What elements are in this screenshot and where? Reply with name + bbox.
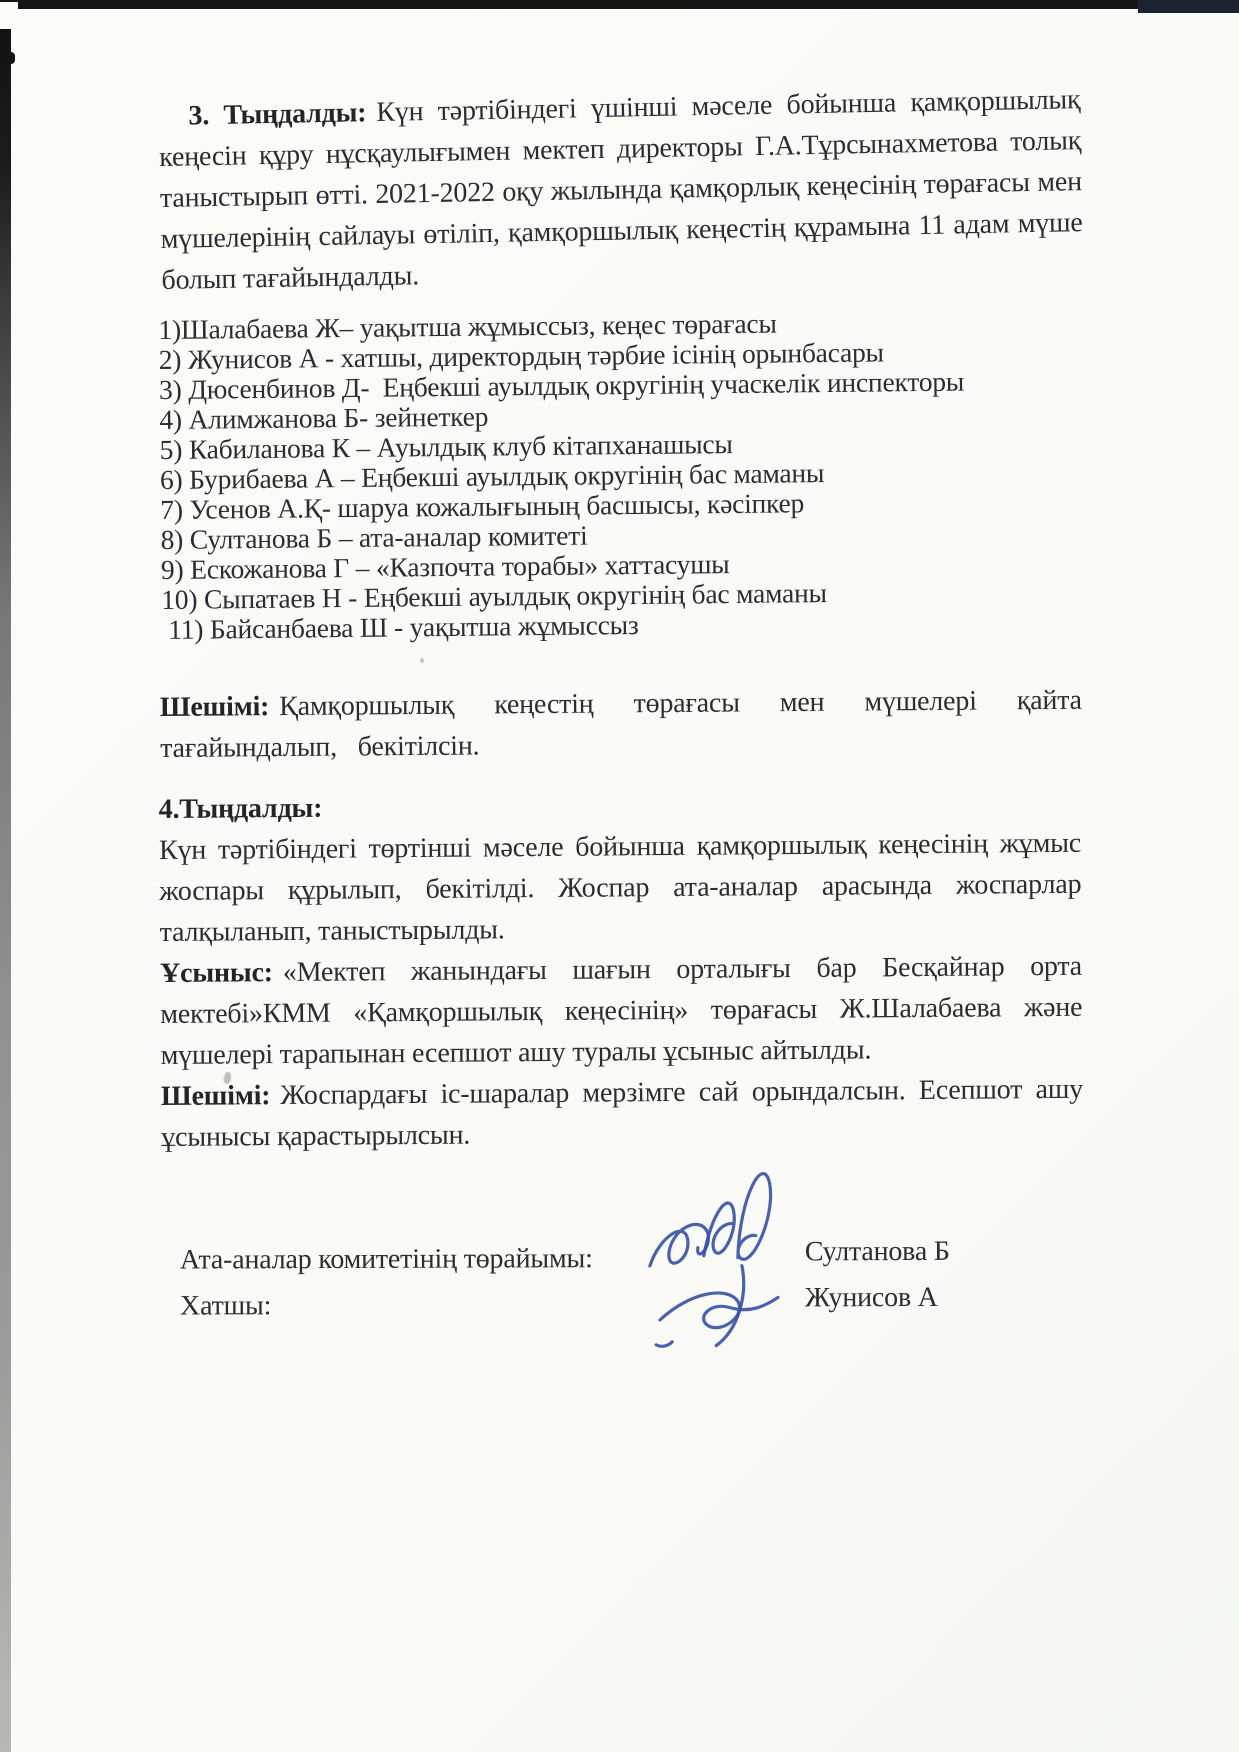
decision3-paragraph: [160, 680, 1083, 769]
decision4-label: Шешімі:: [160, 1080, 271, 1112]
section4-heading: 4.Тыңдалды:: [158, 792, 323, 826]
member-list-item: 9) Ескожанова Г – «Казпочта торабы» хаттасушы: [160, 548, 730, 585]
proposal-text: «Мектеп жанындағы шағын орталығы бар Бесқайнар орта мектебі»КММ «Қамқоршылық кеңесінің» төрағасы Ж.Шалабаева және мүшелері тарапынан есепшот ашу туралы ұсыныс айтылды.: [160, 950, 1083, 1071]
signature-role-chairwoman: Ата-аналар комитетінің төрайымы:: [179, 1243, 593, 1276]
member-list-item: 3) Дюсенбинов Д- Еңбекші ауылдық округінің учаскелік инспекторы: [158, 365, 965, 406]
member-list-item: 7) Усенов А.Қ- шаруа кожалығының басшысы, кәсіпкер: [160, 487, 805, 525]
member-list-item: 1)Шалабаева Ж– уақытша жұмыссыз, кеңес төрағасы: [158, 307, 777, 346]
member-list-item: 5) Кабиланова К – Ауылдық клуб кітапханашысы: [159, 428, 733, 466]
section4-body-paragraph: [159, 823, 1082, 953]
section4-block: [159, 782, 1084, 1158]
signature-names: [805, 1229, 950, 1322]
handwritten-signature: [637, 1137, 810, 1350]
section3-paragraph: [158, 79, 1084, 301]
member-list-item: 6) Бурибаева А – Еңбекші ауылдық округінің бас маманы: [159, 457, 825, 495]
member-list-item: 10) Сыпатаев Н - Еңбекші ауылдық округінің бас маманы: [161, 577, 828, 615]
signature-block: [160, 1234, 1082, 1357]
decision4-text: Жоспардағы іс-шаралар мерзімге сай орындалсын. Есепшот ашу ұсынысы қарастырылсын.: [161, 1073, 1084, 1153]
member-list-item: 4) Алимжанова Б- зейнеткер: [159, 400, 489, 436]
member-list-item: 2) Жунисов А - хатшы, директордың тәрбие ісінің орынбасары: [158, 336, 885, 376]
decision3-label: Шешімі:: [159, 691, 270, 724]
section4-body-text: Күн тәртібіндегі төртінші мәселе бойынша қамқоршылық кеңесінің жұмыс жоспары құрылып, бекітілді. Жоспар ата-аналар арасында жоспарлар талқыланып, таныстырылды.: [158, 827, 1082, 949]
section3-heading: 3. Тыңдалды:: [188, 97, 367, 132]
section4-proposal-paragraph: [160, 946, 1083, 1076]
signature-roles: [180, 1236, 593, 1329]
section3-body-text: Күн тәртібіндегі үшінші мәселе бойынша қамқоршылық кеңесін құру нұсқаулығымен мектеп директоры Г.А.Тұрсынахметова толық таныстырып өтті. 2021-2022 оқу жылында қамқорлық кеңесінің төрағасы мен мүшелерінің сайлауы өтіліп, қамқоршылық кеңестің құрамына 11 адам мүше болып тағайындалды.: [158, 84, 1083, 296]
proposal-label: Ұсыныс:: [159, 957, 273, 989]
council-members-list: [158, 305, 1083, 645]
member-list-item: 8) Султанова Б – ата-аналар комитеті: [160, 519, 588, 555]
member-list-item: 11) Байсанбаева Ш - уақытша жұмыссыз: [161, 608, 639, 645]
signature-name-chairwoman: Султанова Б: [804, 1235, 950, 1268]
decision3-text: Қамқоршылық кеңестің төрағасы мен мүшелері қайта тағайындалып, бекітілсін.: [160, 684, 1082, 764]
signature-role-secretary: Хатшы:: [179, 1290, 272, 1322]
section4-decision-paragraph: [161, 1069, 1084, 1158]
signature-name-secretary: Жунисов А: [804, 1281, 938, 1314]
